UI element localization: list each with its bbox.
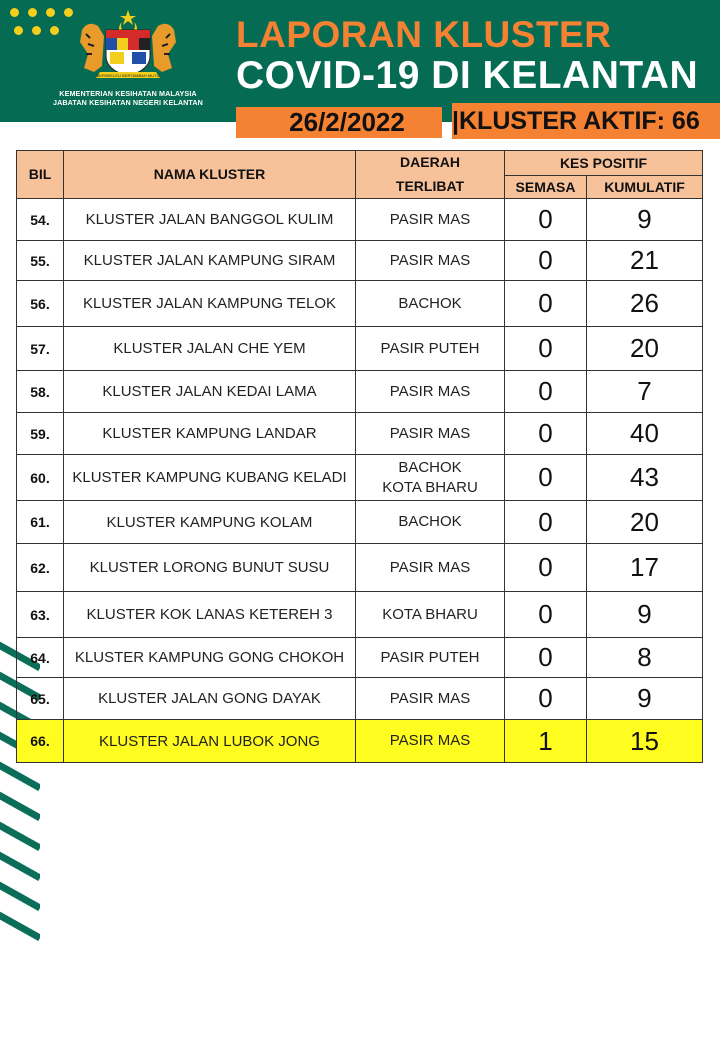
cell-kumulatif: 8: [587, 638, 703, 678]
cell-nama-kluster: KLUSTER JALAN BANGGOL KULIM: [64, 199, 356, 241]
table-row: [17, 281, 703, 327]
cell-kumulatif: 9: [587, 199, 703, 241]
cell-daerah: [356, 544, 505, 592]
cell-bil: 61.: [17, 501, 64, 544]
table-row: [17, 544, 703, 592]
cell-bil: 56.: [17, 281, 64, 327]
cell-daerah-line1: PASIR PUTEH: [380, 339, 480, 357]
cell-daerah-line1: PASIR MAS: [389, 732, 471, 749]
table-row: [17, 720, 703, 763]
emblem-motto: BERSEKUTU BERTAMBAH MUTU: [96, 73, 160, 78]
cell-daerah: [356, 281, 505, 327]
cell-bil: 64.: [17, 638, 64, 678]
col-header-nama: NAMA KLUSTER: [64, 151, 356, 199]
table-row: [17, 199, 703, 241]
cell-semasa: 0: [505, 455, 587, 501]
cell-semasa: 0: [505, 638, 587, 678]
cell-semasa: 0: [505, 281, 587, 327]
cell-semasa: 0: [505, 241, 587, 281]
cell-daerah-line1: PASIR MAS: [389, 251, 471, 269]
coat-of-arms-logo: [74, 8, 182, 86]
cell-kumulatif: 40: [587, 413, 703, 455]
cell-nama-kluster: KLUSTER LORONG BUNUT SUSU: [64, 544, 356, 592]
cell-semasa: 0: [505, 199, 587, 241]
table-row: [17, 371, 703, 413]
cluster-table: [16, 150, 703, 763]
cell-daerah: [356, 720, 505, 763]
cell-daerah: [356, 413, 505, 455]
cell-daerah: [356, 678, 505, 720]
cell-bil: 63.: [17, 592, 64, 638]
cell-daerah: [356, 327, 505, 371]
cell-kumulatif: 9: [587, 678, 703, 720]
table-row: [17, 455, 703, 501]
cell-kumulatif: 9: [587, 592, 703, 638]
col-header-kes-positif: KES POSITIF: [505, 151, 703, 176]
table-row: [17, 592, 703, 638]
col-header-bil: BIL: [17, 151, 64, 199]
cell-daerah-line1: PASIR PUTEH: [380, 648, 480, 666]
cell-kumulatif: 17: [587, 544, 703, 592]
cell-kumulatif: 43: [587, 455, 703, 501]
cell-daerah-line1: PASIR MAS: [389, 689, 471, 707]
cell-nama-kluster: KLUSTER JALAN LUBOK JONG: [64, 720, 356, 763]
cell-daerah-line1: PASIR MAS: [389, 382, 471, 400]
cell-bil: 57.: [17, 327, 64, 371]
cell-semasa: 0: [505, 327, 587, 371]
cell-semasa: 0: [505, 544, 587, 592]
cell-bil: 62.: [17, 544, 64, 592]
cell-nama-kluster: KLUSTER JALAN GONG DAYAK: [64, 678, 356, 720]
cell-daerah-line2: KOTA BHARU: [382, 478, 478, 496]
cell-bil: 66.: [17, 720, 64, 763]
col-header-daerah-line1: DAERAH: [400, 154, 460, 170]
cell-nama-kluster: KLUSTER KOK LANAS KETEREH 3: [64, 592, 356, 638]
report-date: 26/2/2022: [289, 107, 405, 137]
cell-daerah: [356, 592, 505, 638]
cell-daerah-line1: PASIR MAS: [389, 424, 471, 442]
cell-bil: 58.: [17, 371, 64, 413]
cell-daerah: [356, 455, 505, 501]
cell-daerah-line1: KOTA BHARU: [382, 605, 478, 623]
cell-bil: 55.: [17, 241, 64, 281]
cell-bil: 60.: [17, 455, 64, 501]
cell-semasa: 1: [505, 720, 587, 763]
ministry-name: [20, 89, 236, 107]
table-row: [17, 241, 703, 281]
cell-nama-kluster: KLUSTER JALAN CHE YEM: [64, 327, 356, 371]
cell-kumulatif: 7: [587, 371, 703, 413]
table-row: [17, 638, 703, 678]
cell-semasa: 0: [505, 678, 587, 720]
cell-kumulatif: 21: [587, 241, 703, 281]
cell-semasa: 0: [505, 592, 587, 638]
cell-nama-kluster: KLUSTER KAMPUNG GONG CHOKOH: [64, 638, 356, 678]
col-header-daerah-line2: TERLIBAT: [395, 178, 465, 194]
cell-bil: 59.: [17, 413, 64, 455]
cell-bil: 54.: [17, 199, 64, 241]
report-date-badge: [236, 107, 442, 138]
table-row: [17, 327, 703, 371]
cell-kumulatif: 20: [587, 327, 703, 371]
table-row: [17, 678, 703, 720]
cell-daerah-line1: BACHOK: [398, 513, 462, 530]
col-header-daerah: [356, 151, 505, 199]
cell-semasa: 0: [505, 501, 587, 544]
cell-nama-kluster: KLUSTER JALAN KAMPUNG TELOK: [64, 281, 356, 327]
ministry-line-1: KEMENTERIAN KESIHATAN MALAYSIA: [59, 89, 197, 98]
cell-nama-kluster: KLUSTER KAMPUNG LANDAR: [64, 413, 356, 455]
cell-nama-kluster: KLUSTER KAMPUNG KOLAM: [64, 501, 356, 544]
report-title: LAPORAN KLUSTER: [236, 14, 612, 55]
cell-daerah: [356, 501, 505, 544]
cell-semasa: 0: [505, 371, 587, 413]
cell-kumulatif: 15: [587, 720, 703, 763]
cell-daerah-line1: BACHOK: [398, 458, 462, 476]
ministry-line-2: JABATAN KESIHATAN NEGERI KELANTAN: [53, 98, 203, 107]
cell-daerah: [356, 241, 505, 281]
cell-kumulatif: 20: [587, 501, 703, 544]
cell-daerah-line1: PASIR MAS: [389, 210, 471, 228]
cluster-table-body: [17, 199, 703, 763]
col-header-semasa: SEMASA: [505, 176, 587, 199]
table-row: [17, 501, 703, 544]
cell-daerah: [356, 199, 505, 241]
active-cluster-badge: |KLUSTER AKTIF: 66: [452, 103, 720, 139]
col-header-kumulatif: KUMULATIF: [587, 176, 703, 199]
cell-nama-kluster: KLUSTER JALAN KEDAI LAMA: [64, 371, 356, 413]
cell-nama-kluster: KLUSTER KAMPUNG KUBANG KELADI: [64, 455, 356, 501]
cell-daerah-line1: BACHOK: [398, 294, 462, 312]
cell-daerah: [356, 638, 505, 678]
table-row: [17, 413, 703, 455]
cell-nama-kluster: KLUSTER JALAN KAMPUNG SIRAM: [64, 241, 356, 281]
cell-daerah-line1: PASIR MAS: [389, 558, 471, 576]
report-subtitle: COVID-19 DI KELANTAN: [236, 54, 699, 97]
cell-bil: 65.: [17, 678, 64, 720]
cell-semasa: 0: [505, 413, 587, 455]
cell-kumulatif: 26: [587, 281, 703, 327]
cell-daerah: [356, 371, 505, 413]
